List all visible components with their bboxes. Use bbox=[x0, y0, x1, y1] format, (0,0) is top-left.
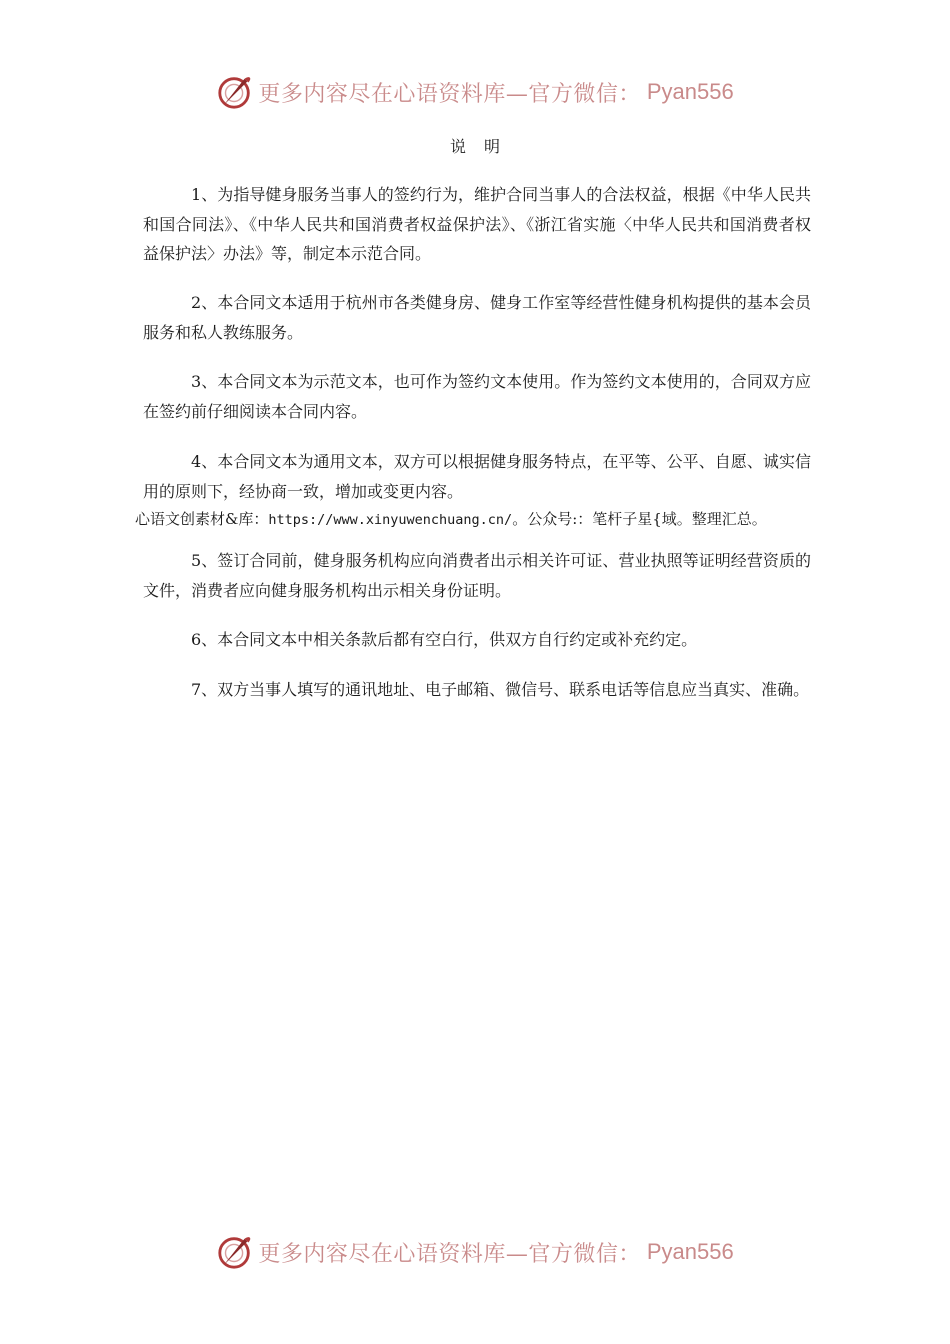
inline-source-note bbox=[135, 509, 815, 530]
note-prefix: 心语文创素材&库： bbox=[135, 510, 269, 528]
paragraph-1: 1、为指导健身服务当事人的签约行为，维护合同当事人的合法权益，根据《中华人民共和国合同法》、《中华人民共和国消费者权益保护法》、《浙江省实施〈中华人民共和国消费者权益保护法〉办法》等，制定本示范合同。 bbox=[143, 185, 811, 263]
footer-banner bbox=[0, 1230, 950, 1274]
banner-text: 更多内容尽在心语资料库—官方微信： bbox=[258, 81, 641, 107]
paragraph-4: 4、本合同文本为通用文本，双方可以根据健身服务特点，在平等、公平、自愿、诚实信用的原则下，经协商一致，增加或变更内容。 bbox=[143, 452, 811, 501]
header-banner bbox=[0, 70, 950, 114]
note-suffix: 。公众号:：笔杆子星{域。整理汇总。 bbox=[512, 510, 767, 528]
paragraph-7: 7、双方当事人填写的通讯地址、电子邮箱、微信号、联系电话等信息应当真实、准确。 bbox=[191, 680, 810, 699]
document-title: 说明 bbox=[449, 137, 518, 156]
note-url: https://www.xinyuwenchuang.cn/ bbox=[268, 512, 513, 528]
banner-wechat-id: Pyan556 bbox=[646, 1239, 734, 1264]
paragraph-3: 3、本合同文本为示范文本，也可作为签约文本使用。作为签约文本使用的，合同双方应在签约前仔细阅读本合同内容。 bbox=[143, 372, 811, 421]
quill-logo-icon bbox=[216, 73, 254, 111]
banner-text: 更多内容尽在心语资料库—官方微信： bbox=[258, 1241, 641, 1267]
quill-logo-icon bbox=[216, 1233, 254, 1271]
paragraph-5: 5、签订合同前，健身服务机构应向消费者出示相关许可证、营业执照等证明经营资质的文件，消费者应向健身服务机构出示相关身份证明。 bbox=[143, 551, 811, 600]
banner-wechat-id: Pyan556 bbox=[646, 79, 734, 104]
paragraph-2: 2、本合同文本适用于杭州市各类健身房、健身工作室等经营性健身机构提供的基本会员服务和私人教练服务。 bbox=[143, 293, 811, 342]
paragraph-6: 6、本合同文本中相关条款后都有空白行，供双方自行约定或补充约定。 bbox=[191, 630, 698, 649]
